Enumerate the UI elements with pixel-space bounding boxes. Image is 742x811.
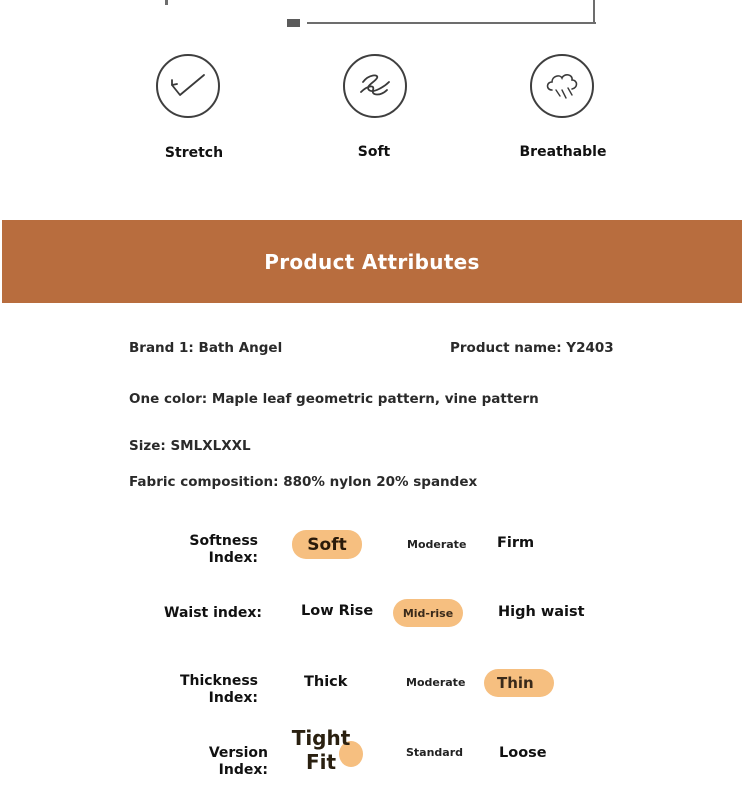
diagram-line bbox=[593, 0, 595, 24]
thickness-index-label: Thickness Index: bbox=[179, 673, 258, 706]
diagram-marker bbox=[287, 19, 300, 27]
waist-option-low-rise: Low Rise bbox=[301, 603, 374, 619]
version-index-label: Version Index: bbox=[208, 745, 268, 778]
softness-index-label: Softness Index: bbox=[189, 533, 258, 566]
attr-size: Size: SMLXLXXL bbox=[129, 438, 251, 454]
attr-color: One color: Maple leaf geometric pattern, vine pattern bbox=[129, 391, 539, 407]
thickness-option-moderate: Moderate bbox=[406, 676, 466, 689]
feature-label-breathable: Breathable bbox=[519, 144, 607, 160]
stretch-check-icon bbox=[156, 54, 220, 118]
version-option-tight-fit: Tight Fit bbox=[291, 726, 351, 774]
breathable-cloud-icon bbox=[530, 54, 594, 118]
thickness-option-selected: Thin bbox=[484, 669, 554, 697]
thickness-option-thick: Thick bbox=[304, 674, 348, 690]
diagram-line bbox=[307, 22, 596, 24]
softness-option-firm: Firm bbox=[497, 535, 535, 551]
version-option-standard: Standard bbox=[406, 746, 464, 759]
section-banner bbox=[2, 220, 742, 303]
waist-option-high-waist: High waist bbox=[498, 604, 585, 620]
attr-fabric: Fabric composition: 880% nylon 20% spandex bbox=[129, 474, 478, 490]
diagram-tick bbox=[165, 0, 168, 5]
feature-label-stretch: Stretch bbox=[164, 145, 224, 161]
waist-index-label: Waist index: bbox=[164, 605, 262, 621]
section-title: Product Attributes bbox=[264, 249, 480, 274]
version-option-loose: Loose bbox=[499, 745, 547, 761]
attr-product-name: Product name: Y2403 bbox=[450, 340, 614, 356]
softness-option-selected: Soft bbox=[292, 530, 362, 559]
soft-wave-icon bbox=[343, 54, 407, 118]
attr-brand: Brand 1: Bath Angel bbox=[129, 340, 283, 356]
waist-option-selected: Mid-rise bbox=[393, 599, 463, 627]
feature-label-soft: Soft bbox=[357, 144, 391, 160]
softness-option-moderate: Moderate bbox=[407, 538, 467, 551]
